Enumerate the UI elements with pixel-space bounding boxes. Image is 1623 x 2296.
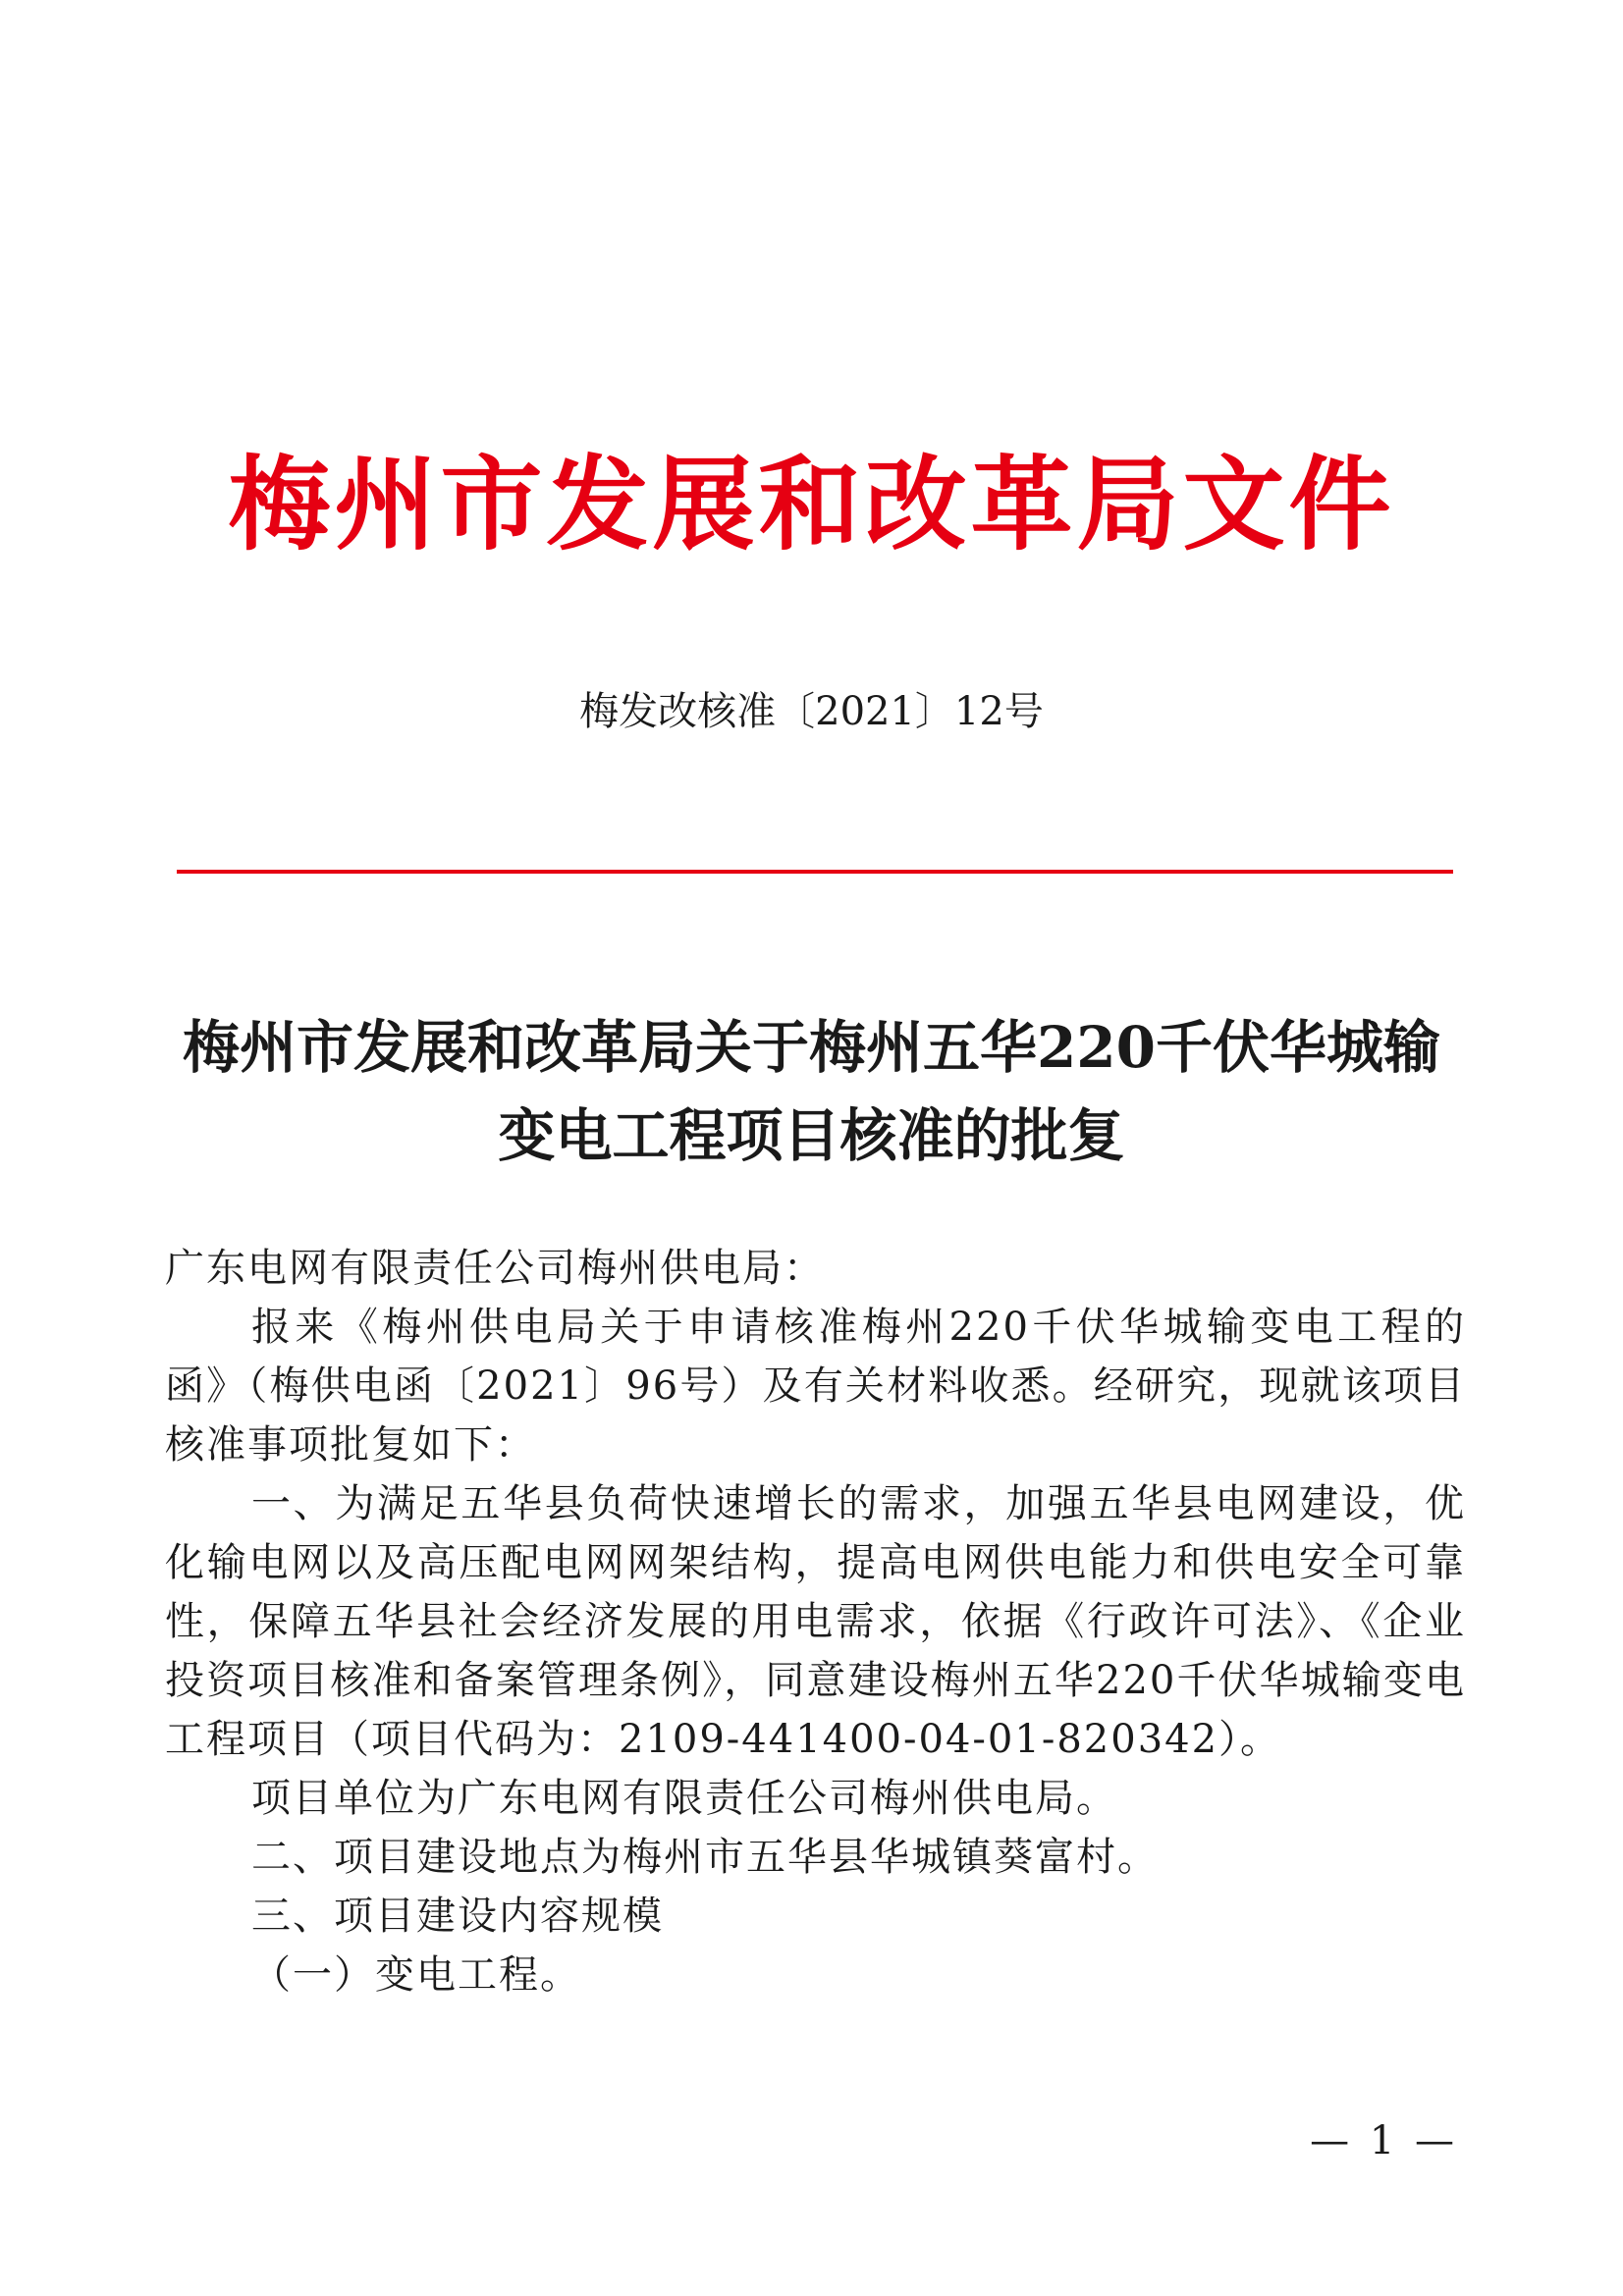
body-paragraph: （一）变电工程。	[251, 1952, 581, 1998]
document-body	[165, 1239, 1466, 2004]
body-paragraph: 三、项目建设内容规模	[251, 1894, 664, 1939]
red-separator-line	[177, 870, 1453, 874]
title-line-1: 梅州市发展和改革局关于梅州五华220千伏华城输	[182, 1014, 1441, 1081]
title-line-2: 变电工程项目核准的批复	[498, 1102, 1125, 1169]
agency-file-header: 梅州市发展和改革局文件	[228, 444, 1395, 564]
body-paragraph: 报来《梅州供电局关于申请核准梅州220千伏华城输变电工程的函》（梅供电函〔2021〕96号）及有关材料收悉。经研究，现就该项目核准事项批复如下：	[165, 1305, 1466, 1468]
body-paragraph: 二、项目建设地点为梅州市五华县华城镇葵富村。	[251, 1835, 1159, 1880]
addressee: 广东电网有限责任公司梅州供电局：	[165, 1246, 825, 1291]
document-title	[157, 1003, 1466, 1180]
document-number: 梅发改核准〔2021〕12号	[579, 689, 1044, 734]
body-paragraph: 一、为满足五华县负荷快速增长的需求，加强五华县电网建设，优化输电网以及高压配电网网架结构，提高电网供电能力和供电安全可靠性，保障五华县社会经济发展的用电需求，依据《行政许可法》、《企业投资项目核准和备案管理条例》，同意建设梅州五华220千伏华城输变电工程项目（项目代码为：2109-441400-04-01-820342）。	[165, 1481, 1466, 1762]
body-paragraph: 项目单位为广东电网有限责任公司梅州供电局。	[251, 1776, 1117, 1821]
page-number: — 1 —	[1310, 2118, 1458, 2163]
